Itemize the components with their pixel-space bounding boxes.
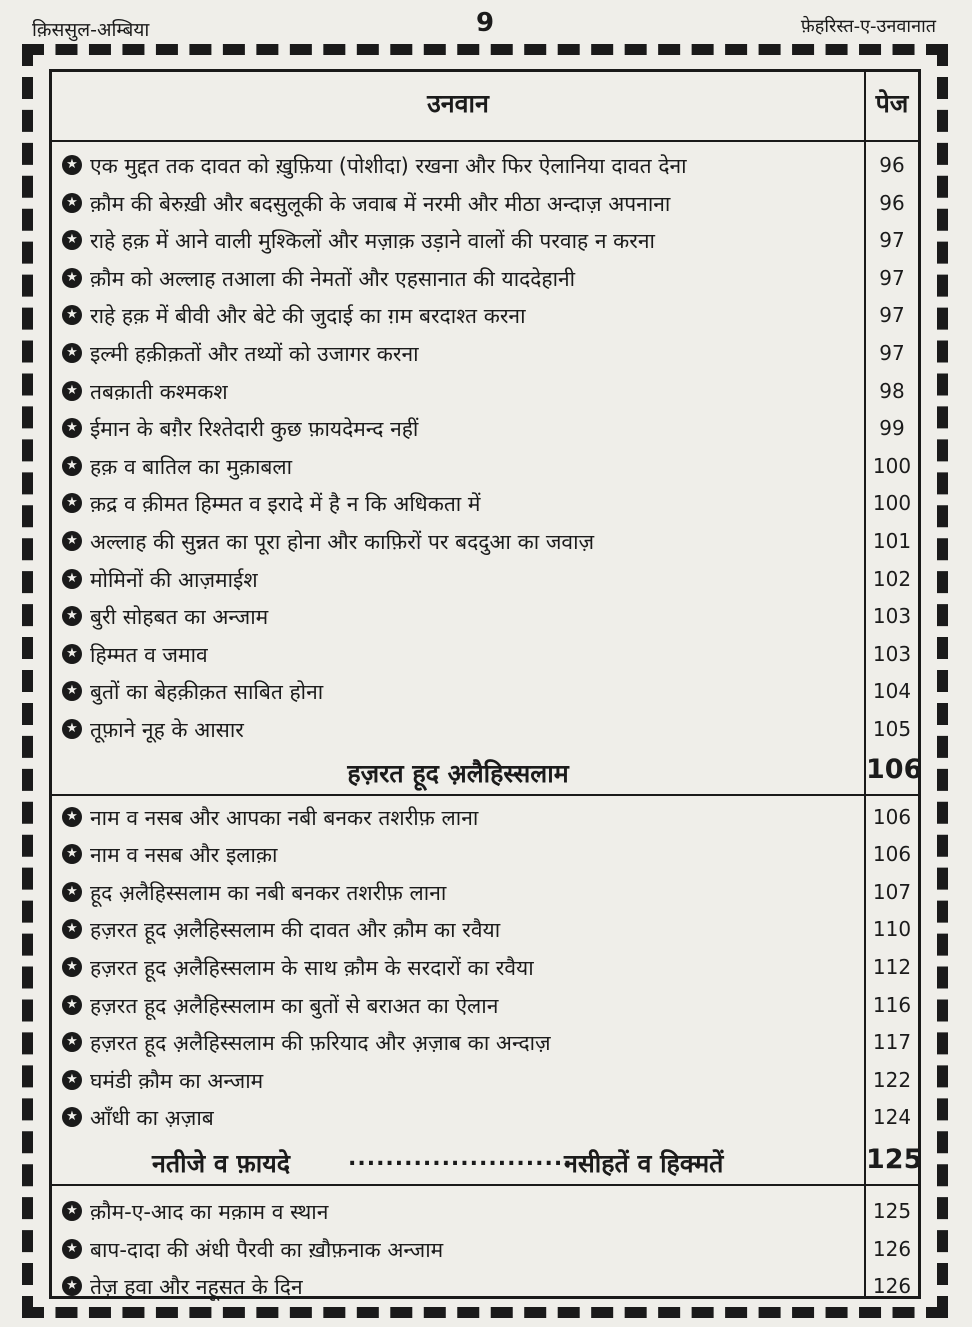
star-bullet-icon: ★ xyxy=(62,569,82,589)
toc-entry-page: 126 xyxy=(872,1274,912,1299)
section-heading xyxy=(52,750,923,796)
page-number: 9 xyxy=(476,8,495,38)
star-bullet-icon: ★ xyxy=(62,719,82,739)
table-header xyxy=(52,72,918,142)
toc-entry-title: ईमान के बग़ैर रिश्तेदारी कुछ फ़ायदेमन्द नहीं xyxy=(90,417,419,442)
column-header-page: पेज xyxy=(875,89,909,118)
toc-entry-page: 100 xyxy=(872,491,912,516)
toc-row xyxy=(52,986,918,1024)
toc-entry-page: 125 xyxy=(872,1199,912,1223)
toc-row xyxy=(52,372,918,410)
toc-row xyxy=(52,948,918,986)
decorative-border xyxy=(22,44,948,1318)
toc-entry-page: 105 xyxy=(872,717,912,741)
star-bullet-icon: ★ xyxy=(62,381,82,401)
toc-row xyxy=(52,1230,918,1268)
toc-entry-title: हिम्मत व जमाव xyxy=(90,642,208,667)
toc-entry-title: क़द्र व क़ीमत हिम्मत व इरादे में है न कि अधिकता में xyxy=(90,492,481,517)
toc-row xyxy=(52,1098,918,1136)
star-bullet-icon: ★ xyxy=(62,606,82,626)
toc-row xyxy=(52,672,918,710)
toc-entry-title: नाम व नसब और इलाक़ा xyxy=(90,843,278,868)
toc-entry-page: 103 xyxy=(872,604,912,629)
toc-entry-page: 97 xyxy=(879,228,905,253)
section-heading-page: 106 xyxy=(866,753,923,785)
toc-row xyxy=(52,1023,918,1061)
toc-entry-page: 96 xyxy=(879,190,905,215)
toc-row xyxy=(52,1267,918,1305)
toc-entry-page: 106 xyxy=(872,842,912,867)
book-title: क़िससुल-अम्बिया xyxy=(32,19,150,41)
toc-entry-title: हज़रत हूद अ़लैहिस्सलाम का बुतों से बराअत का ऐलान xyxy=(90,993,499,1018)
star-bullet-icon: ★ xyxy=(62,493,82,513)
toc-entry-page: 126 xyxy=(872,1236,912,1261)
toc-entry-title: बुरी सोहबत का अन्जाम xyxy=(90,605,269,630)
toc-entry-page: 117 xyxy=(872,1030,912,1055)
star-bullet-icon: ★ xyxy=(62,1032,82,1052)
toc-entry-title: बाप-दादा की अंधी पैरवी का ख़ौफ़नाक अन्जाम xyxy=(90,1237,444,1262)
star-bullet-icon: ★ xyxy=(62,155,82,175)
star-bullet-icon: ★ xyxy=(62,1276,82,1296)
section-heading xyxy=(52,1140,923,1186)
toc-row xyxy=(52,259,918,297)
star-bullet-icon: ★ xyxy=(62,1070,82,1090)
star-bullet-icon: ★ xyxy=(62,268,82,288)
toc-entry-title: एक मुद्दत तक दावत को ख़ुफ़िया (पोशीदा) रखना और फिर ऐलानिया दावत देना xyxy=(90,154,687,178)
toc-row xyxy=(52,484,918,522)
section-title: फ़ेहरिस्त-ए-उनवानात xyxy=(800,16,936,37)
star-bullet-icon: ★ xyxy=(62,305,82,325)
toc-entry-page: 122 xyxy=(872,1067,912,1092)
toc-row xyxy=(52,1192,918,1230)
toc-entry-title: तबक़ाती कश्मकश xyxy=(90,379,228,404)
toc-entry-title: हक़ व बातिल का मुक़ाबला xyxy=(90,454,293,479)
toc-entry-page: 104 xyxy=(872,679,912,704)
toc-entry-page: 116 xyxy=(872,992,912,1017)
toc-entry-title: क़ौम की बेरुख़ी और बदसुलूकी के जवाब में नरमी और मीठा अन्दाज़ अपनाना xyxy=(90,191,671,216)
toc-entry-title: अल्लाह की सुन्नत का पूरा होना और काफ़िरों पर बददुआ का जवाज़ xyxy=(90,530,595,554)
star-bullet-icon: ★ xyxy=(62,343,82,363)
toc-entry-page: 107 xyxy=(872,879,912,904)
star-bullet-icon: ★ xyxy=(62,418,82,438)
toc-row xyxy=(52,873,918,911)
star-bullet-icon: ★ xyxy=(62,1201,82,1221)
toc-entry-title: नाम व नसब और आपका नबी बनकर तशरीफ़ लाना xyxy=(90,805,479,830)
toc-row xyxy=(52,522,918,560)
section-heading-title: हज़रत हूद अ़लैहिस्सलाम xyxy=(347,758,569,788)
star-bullet-icon: ★ xyxy=(62,844,82,864)
toc-entry-title: घमंडी क़ौम का अन्जाम xyxy=(90,1068,264,1093)
toc-entry-title: हज़रत हूद अ़लैहिस्सलाम की फ़रियाद और अ़ज़ाब का अन्दाज़ xyxy=(90,1031,551,1056)
star-bullet-icon: ★ xyxy=(62,644,82,664)
toc-row xyxy=(52,447,918,485)
toc-entry-page: 124 xyxy=(872,1105,912,1130)
toc-table xyxy=(49,69,921,1299)
toc-entry-page: 102 xyxy=(872,566,912,591)
section-heading-page: 125 xyxy=(866,1144,923,1175)
toc-entry-page: 97 xyxy=(879,341,905,365)
toc-row xyxy=(52,184,918,222)
star-bullet-icon: ★ xyxy=(62,456,82,476)
toc-entry-page: 98 xyxy=(879,378,905,403)
toc-entry-page: 97 xyxy=(879,303,905,328)
toc-row xyxy=(52,835,918,873)
page-header xyxy=(0,0,972,44)
star-bullet-icon: ★ xyxy=(62,531,82,551)
toc-row xyxy=(52,597,918,635)
toc-entry-title: बुतों का बेहक़ीक़त साबित होना xyxy=(90,680,324,705)
toc-row xyxy=(52,409,918,447)
star-bullet-icon: ★ xyxy=(62,1239,82,1259)
star-bullet-icon: ★ xyxy=(62,995,82,1015)
toc-row xyxy=(52,635,918,673)
leader-dots: ........................ xyxy=(348,1146,573,1171)
toc-entry-title: तूफ़ाने नूह के आसार xyxy=(90,718,244,742)
toc-entry-page: 96 xyxy=(879,153,905,177)
toc-entry-page: 112 xyxy=(872,955,912,979)
toc-entry-title: इल्मी हक़ीक़तों और तथ्यों को उजागर करना xyxy=(90,342,419,366)
toc-rows xyxy=(52,142,923,1300)
toc-row xyxy=(52,910,918,948)
star-bullet-icon: ★ xyxy=(62,882,82,902)
star-bullet-icon: ★ xyxy=(62,193,82,213)
toc-row xyxy=(52,710,918,748)
star-bullet-icon: ★ xyxy=(62,230,82,250)
column-header-title: उनवान xyxy=(427,89,489,118)
toc-entry-page: 106 xyxy=(872,804,912,829)
toc-entry-page: 110 xyxy=(872,917,912,942)
toc-row xyxy=(52,221,918,259)
toc-entry-title: राहे हक़ में आने वाली मुश्किलों और मज़ाक़ उड़ाने वालों की परवाह न करना xyxy=(90,229,655,254)
toc-entry-title: आँधी का अ़ज़ाब xyxy=(90,1106,214,1131)
star-bullet-icon: ★ xyxy=(62,1107,82,1127)
toc-row xyxy=(52,296,918,334)
toc-entry-title: तेज़ हवा और नहूसत के दिन xyxy=(90,1275,303,1300)
toc-entry-title: राहे हक़ में बीवी और बेटे की जुदाई का ग़म बरदाश्त करना xyxy=(90,304,526,329)
toc-entry-title: हज़रत हूद अ़लैहिस्सलाम की दावत और क़ौम का रवैया xyxy=(90,918,501,943)
toc-entry-title: क़ौम को अल्लाह तआला की नेमतों और एहसानात की याददेहानी xyxy=(90,266,576,291)
toc-entry-title: हूद अ़लैहिस्सलाम का नबी बनकर तशरीफ़ लाना xyxy=(90,880,447,905)
star-bullet-icon: ★ xyxy=(62,919,82,939)
toc-row xyxy=(52,146,918,184)
toc-entry-title: हज़रत हूद अ़लैहिस्सलाम के साथ क़ौम के सरदारों का रवैया xyxy=(90,956,534,980)
toc-row xyxy=(52,334,918,372)
toc-entry-page: 103 xyxy=(872,641,912,666)
toc-entry-page: 99 xyxy=(879,416,905,441)
section-heading-left: नतीजे व फ़ायदे xyxy=(152,1149,290,1178)
star-bullet-icon: ★ xyxy=(62,957,82,977)
toc-row xyxy=(52,560,918,598)
toc-entry-title: क़ौम-ए-आद का मक़ाम व स्थान xyxy=(90,1200,329,1224)
star-bullet-icon: ★ xyxy=(62,807,82,827)
section-heading-right: नसीहतें व हिक्मतें xyxy=(564,1149,724,1178)
toc-row xyxy=(52,1061,918,1099)
toc-entry-page: 97 xyxy=(879,265,905,290)
toc-entry-page: 100 xyxy=(872,453,912,478)
star-bullet-icon: ★ xyxy=(62,681,82,701)
toc-entry-page: 101 xyxy=(872,529,912,553)
toc-row xyxy=(52,798,918,836)
toc-entry-title: मोमिनों की आज़माईश xyxy=(90,567,258,592)
